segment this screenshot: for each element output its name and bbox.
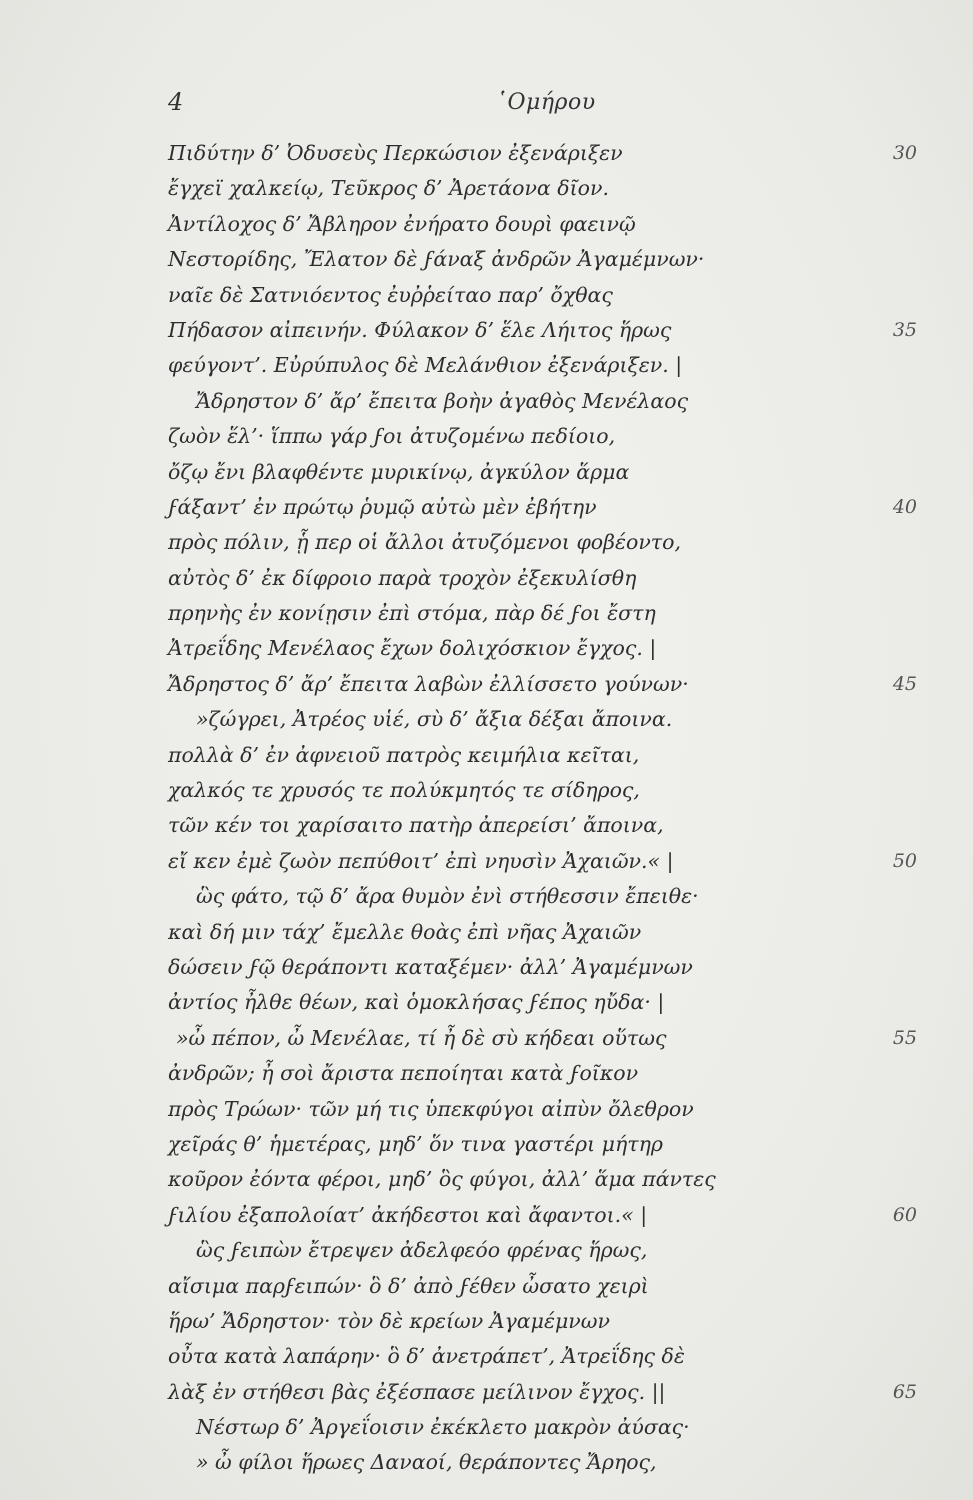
verse-text: λὰξ ἐν στήθεσι βὰς ἐξέσπασε μείλινον ἔγχος. || <box>168 1379 666 1404</box>
line-number: 35 <box>892 318 917 341</box>
verse-line <box>0 384 973 419</box>
verse-line <box>0 738 973 773</box>
verse-text: Νεστορίδης, Ἔλατον δὲ ϝάναξ ἀνδρῶν Ἀγαμέμνων· <box>168 247 705 272</box>
verse-text: αὐτὸς δ’ ἐκ δίφροιο παρὰ τροχὸν ἐξεκυλίσθη <box>168 565 637 590</box>
verse-line <box>0 136 973 171</box>
verse-text: Νέστωρ δ’ Ἀργεΐοισιν ἐκέκλετο μακρὸν ἀύσας· <box>196 1415 690 1440</box>
verse-text: ναῖε δὲ Σατνιόεντος ἐυῤῥείταο παρ’ ὄχθας <box>168 282 613 307</box>
verse-text: χεῖράς θ’ ἡμετέρας, μηδ’ ὅν τινα γαστέρι μήτηρ <box>168 1131 663 1156</box>
verse-text: πρὸς πόλιν, ᾗ περ οἱ ἄλλοι ἀτυζόμενοι φοβέοντο, <box>168 530 682 555</box>
verse-text: δώσειν ϝῷ θεράποντι καταξέμεν· ἀλλ’ Ἀγαμέμνων <box>168 954 693 979</box>
verse-line <box>0 171 973 206</box>
verse-line <box>0 525 973 560</box>
verse-text: ὄζῳ ἔνι βλαφθέντε μυρικίνῳ, ἀγκύλον ἅρμα <box>168 459 630 484</box>
verse-line <box>0 207 973 242</box>
verse-line <box>0 1445 973 1480</box>
verse-text: Ἀντίλοχος δ’ Ἄβληρον ἐνήρατο δουρὶ φαεινῷ <box>168 211 636 236</box>
line-number: 60 <box>892 1203 917 1226</box>
verse-text: Πήδασον αἰπεινήν. Φύλακον δ’ ἕλε Λήιτος ἥρως <box>168 317 672 342</box>
verse-text: ζωὸν ἕλ’· ἵππω γάρ ϝοι ἀτυζομένω πεδίοιο, <box>168 424 616 449</box>
line-number: 45 <box>892 672 917 695</box>
verse-line <box>0 313 973 348</box>
verse-line <box>0 1092 973 1127</box>
verse-text: τῶν κέν τοι χαρίσαιτο πατὴρ ἀπερείσι’ ἄποινα, <box>168 813 664 838</box>
line-number: 55 <box>892 1026 917 1049</box>
verse-line <box>0 1375 973 1410</box>
verse-text: ὣς ϝειπὼν ἔτρεψεν ἀδελφεόο φρένας ἥρως, <box>196 1238 648 1263</box>
line-number: 50 <box>892 849 917 872</box>
verse-text: Ἄδρηστον δ’ ἄρ’ ἔπειτα βοὴν ἀγαθὸς Μενέλαος <box>196 388 689 413</box>
verse-line <box>0 1056 973 1091</box>
verse-line <box>0 844 973 879</box>
verse-text: πρὸς Τρώων· τῶν μή τις ὑπεκφύγοι αἰπὺν ὄλεθρον <box>168 1096 694 1121</box>
verse-text: Ἀτρεΐδης Μενέλαος ἔχων δολιχόσκιον ἔγχος. | <box>168 636 657 661</box>
verse-line <box>0 915 973 950</box>
verse-text: ἀντίος ἦλθε θέων, καὶ ὁμοκλήσας ϝέπος ηὔδα· | <box>168 990 665 1015</box>
verse-line <box>0 702 973 737</box>
verse-text: πρηνὴς ἐν κονίῃσιν ἐπὶ στόμα, πὰρ δέ ϝοι ἔστη <box>168 601 656 626</box>
page-number: 4 <box>168 88 184 116</box>
verse-text: ἔγχεϊ χαλκείῳ, Τεῦκρος δ’ Ἀρετάονα δῖον. <box>168 176 609 201</box>
verse-line <box>0 631 973 666</box>
verse-line <box>0 667 973 702</box>
verse-line <box>0 1410 973 1445</box>
running-head: ῾Ομήρου <box>496 90 596 115</box>
verse-text: »ὦ πέπον, ὦ Μενέλαε, τί ἦ δὲ σὺ κήδεαι οὕτως <box>176 1025 667 1050</box>
verse-text: ϝάξαντ’ ἐν πρώτῳ ῥυμῷ αὐτὼ μὲν ἐβήτην <box>168 494 597 519</box>
verse-text: φεύγοντ’. Εὐρύπυλος δὲ Μελάνθιον ἐξενάριξεν. | <box>168 353 683 378</box>
verse-text: ϝιλίου ἐξαπολοίατ’ ἀκήδεστοι καὶ ἄφαντοι.« | <box>168 1202 648 1227</box>
verse-line <box>0 348 973 383</box>
verse-text: ὣς φάτο, τῷ δ’ ἄρα θυμὸν ἐνὶ στήθεσσιν ἔπειθε· <box>196 884 699 909</box>
verse-line <box>0 455 973 490</box>
line-number: 40 <box>892 495 917 518</box>
verse-text: » ὦ φίλοι ἥρωες Δαναοί, θεράποντες Ἄρηος, <box>196 1450 657 1475</box>
verse-line <box>0 1269 973 1304</box>
verse-text: οὖτα κατὰ λαπάρην· ὃ δ’ ἀνετράπετ’, Ἀτρεΐδης δὲ <box>168 1344 685 1369</box>
verse-line <box>0 561 973 596</box>
verse-text: ἀνδρῶν; ἦ σοὶ ἄριστα πεποίηται κατὰ ϝοῖκον <box>168 1061 639 1086</box>
verse-text: χαλκός τε χρυσός τε πολύκμητός τε σίδηρος, <box>168 778 640 803</box>
verse-line <box>0 1162 973 1197</box>
verse-line <box>0 773 973 808</box>
verse-text: αἴσιμα παρϝειπών· ὃ δ’ ἀπὸ ϝέθεν ὦσατο χειρὶ <box>168 1273 649 1298</box>
verse-line <box>0 596 973 631</box>
verse-line <box>0 1233 973 1268</box>
verse-line <box>0 1304 973 1339</box>
verse-text: κοῦρον ἐόντα φέροι, μηδ’ ὃς φύγοι, ἀλλ’ ἅμα πάντες <box>168 1167 716 1192</box>
verse-text: Ἄδρηστος δ’ ἄρ’ ἔπειτα λαβὼν ἐλλίσσετο γούνων· <box>168 671 689 696</box>
page-header <box>0 88 973 128</box>
verse-line <box>0 950 973 985</box>
verse-text: πολλὰ δ’ ἐν ἀφνειοῦ πατρὸς κειμήλια κεῖται, <box>168 742 640 767</box>
verse-line <box>0 985 973 1020</box>
verse-line <box>0 879 973 914</box>
verse-text: Πιδύτην δ’ Ὀδυσεὺς Περκώσιον ἐξενάριξεν <box>168 141 623 165</box>
verse-line <box>0 1021 973 1056</box>
verse-text: »ζώγρει, Ἀτρέος υἱέ, σὺ δ’ ἄξια δέξαι ἄποινα. <box>196 707 673 732</box>
verse-line <box>0 242 973 277</box>
verse-line <box>0 808 973 843</box>
verse-text: εἴ κεν ἐμὲ ζωὸν πεπύθοιτ’ ἐπὶ νηυσὶν Ἀχαιῶν.« | <box>168 848 674 873</box>
verse-line <box>0 1339 973 1374</box>
line-number: 30 <box>892 142 917 164</box>
verse-line <box>0 490 973 525</box>
verse-text: ἥρω’ Ἄδρηστον· τὸν δὲ κρείων Ἀγαμέμνων <box>168 1308 610 1333</box>
verse-line <box>0 419 973 454</box>
verse-line <box>0 1198 973 1233</box>
verse-line <box>0 278 973 313</box>
verse-line <box>0 1127 973 1162</box>
verse-text: καὶ δή μιν τάχ’ ἔμελλε θοὰς ἐπὶ νῆας Ἀχαιῶν <box>168 919 642 944</box>
line-number: 65 <box>892 1380 917 1403</box>
verse-block <box>0 136 973 1481</box>
